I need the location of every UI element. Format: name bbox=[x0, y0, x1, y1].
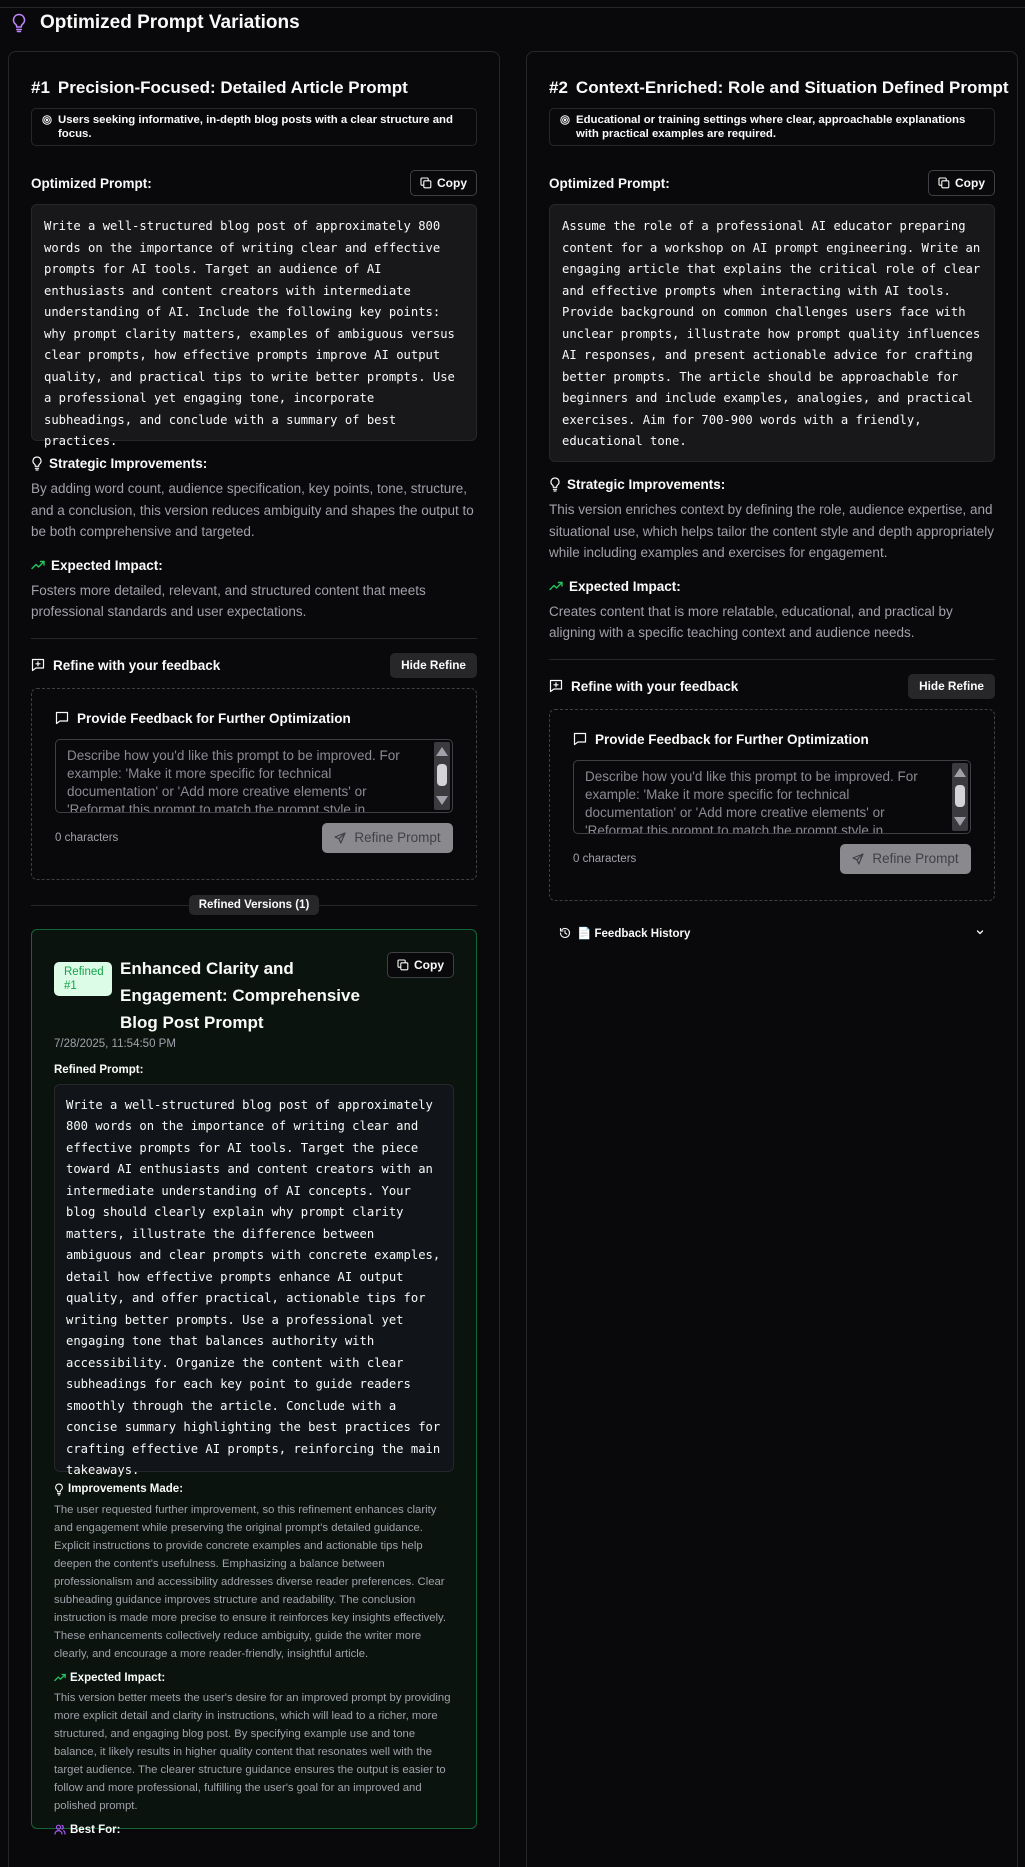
chevron-down-icon[interactable] bbox=[975, 924, 985, 942]
refined-versions-separator bbox=[31, 895, 477, 915]
send-icon bbox=[852, 853, 864, 865]
scroll-thumb[interactable] bbox=[955, 785, 965, 807]
target-icon bbox=[560, 115, 570, 129]
feedback-history-label bbox=[559, 926, 690, 940]
variation-card-2 bbox=[526, 51, 1018, 1867]
variation-title bbox=[549, 77, 1009, 99]
lightbulb-icon bbox=[549, 477, 561, 492]
strategic-improvements-text: This version enriches context by defining the role, audience expertise, and situational use, which helps tailor the content style and depth appropriately while including examples and exercises for engagement. bbox=[549, 502, 995, 560]
target-icon bbox=[42, 115, 52, 129]
feedback-input[interactable] bbox=[574, 761, 970, 833]
refine-prompt-label: Refine Prompt bbox=[354, 830, 441, 845]
character-count: 0 characters bbox=[55, 831, 119, 844]
expected-impact-text: Creates content that is more relatable, educational, and practical by aligning with a specific teaching context and audience needs. bbox=[549, 603, 953, 640]
optimized-prompt-header bbox=[31, 170, 477, 196]
copy-label: Copy bbox=[437, 176, 467, 190]
variation-number: #2 bbox=[549, 78, 568, 97]
copy-button[interactable] bbox=[928, 170, 995, 196]
strategic-improvements-header bbox=[549, 477, 995, 492]
refined-copy-button[interactable] bbox=[387, 952, 454, 978]
message-plus-icon bbox=[31, 658, 45, 672]
page-header bbox=[10, 10, 300, 36]
best-for-label: Best For: bbox=[70, 1823, 121, 1836]
strategic-improvements-label: Strategic Improvements: bbox=[567, 477, 726, 492]
top-divider bbox=[0, 7, 1025, 8]
feedback-footer bbox=[55, 823, 453, 853]
scroll-down-arrow-icon[interactable] bbox=[436, 796, 448, 805]
improvements-made-text: The user requested further improvement, so this refinement enhances clarity and engagement while preserving the original prompt's detailed guidance. Explicit instructions to provide concrete examples and actionable tips help deepen the content's usefulness. Emphasizing a balance between professionalism and accessibility addresses diverse reader preferences. Clear subheading guidance improves structure and readability. The conclusion instruction is made more precise to ensure it reinforces key insights effectively. These enhancements collectively reduce ambiguity, guide the writer more clearly, and encourage a more reader-friendly, insightful article. bbox=[54, 1503, 447, 1660]
variation-title-text: Precision-Focused: Detailed Article Prompt bbox=[57, 78, 408, 97]
expected-impact-label: Expected Impact: bbox=[51, 557, 163, 573]
optimized-prompt-text: Write a well-structured blog post of approximately 800 words on the importance of writing clear and effective prompts for AI tools. Target an audience of AI enthusiasts and content creators with intermediate understanding of AI. Include the following key points: why prompt clarity matters, examples of ambiguous versus clear prompts, how effective prompts improve AI output quality, and practical tips to write better prompts. Use a professional yet engaging tone, incorporate subheadings, and conclude with a summary of best practices. bbox=[31, 204, 477, 441]
optimized-prompt-header bbox=[549, 170, 995, 196]
message-plus-icon bbox=[549, 679, 563, 693]
refine-label-text: Refine with your feedback bbox=[571, 678, 739, 694]
optimized-prompt-text: Assume the role of a professional AI educator preparing content for a workshop on AI prompt engineering. Write an engaging article that explains the critical role of clear and effective prompts when interacting with AI tools. Provide background on common challenges users face with unclear prompts, illustrate how prompt quality influences AI responses, and present actionable advice for crafting better prompts. The article should be approachable for beginners and include examples, analogies, and practical exercises. Aim for 700-900 words with a friendly, educational tone. bbox=[549, 204, 995, 462]
lightbulb-icon bbox=[10, 12, 28, 34]
refine-prompt-button[interactable] bbox=[322, 823, 453, 853]
audience-box bbox=[31, 108, 477, 146]
refined-versions-badge: Refined Versions (1) bbox=[189, 895, 320, 915]
hide-refine-button[interactable]: Hide Refine bbox=[390, 653, 477, 678]
feedback-title-text: Provide Feedback for Further Optimization bbox=[595, 731, 869, 747]
refined-prompt-label: Refined Prompt: bbox=[54, 1063, 144, 1076]
feedback-textarea-wrap bbox=[573, 760, 971, 834]
audience-text: Users seeking informative, in-depth blog posts with a clear structure and focus. bbox=[58, 114, 453, 140]
expected-impact-label: Expected Impact: bbox=[569, 578, 681, 594]
textarea-scrollbar[interactable] bbox=[952, 763, 968, 831]
optimized-prompt-label: Optimized Prompt: bbox=[31, 175, 152, 191]
expected-impact-header bbox=[549, 579, 995, 594]
copy-icon bbox=[420, 177, 432, 189]
scroll-up-arrow-icon[interactable] bbox=[436, 747, 448, 756]
feedback-history-text: 📄 Feedback History bbox=[577, 927, 691, 940]
message-square-icon bbox=[573, 732, 587, 746]
feedback-panel bbox=[31, 688, 477, 880]
message-square-icon bbox=[55, 711, 69, 725]
scroll-up-arrow-icon[interactable] bbox=[954, 768, 966, 777]
strategic-improvements-label: Strategic Improvements: bbox=[49, 456, 208, 471]
copy-label: Copy bbox=[414, 957, 444, 972]
send-icon bbox=[334, 832, 346, 844]
variation-card-1 bbox=[8, 51, 500, 1867]
refined-timestamp: 7/28/2025, 11:54:50 PM bbox=[54, 1037, 176, 1050]
feedback-history-toggle[interactable] bbox=[549, 923, 995, 943]
copy-label: Copy bbox=[955, 176, 985, 190]
improvements-made-label: Improvements Made: bbox=[68, 1483, 184, 1495]
audience-text: Educational or training settings where clear, approachable explanations with practical examples are required. bbox=[576, 114, 966, 140]
refine-row bbox=[549, 674, 995, 699]
copy-icon bbox=[397, 959, 409, 971]
section-divider bbox=[31, 638, 477, 639]
refine-row bbox=[31, 653, 477, 678]
copy-button[interactable] bbox=[410, 170, 477, 196]
variation-title bbox=[31, 77, 477, 99]
refined-impact-label: Expected Impact: bbox=[70, 1671, 166, 1684]
refined-version-card bbox=[31, 929, 477, 1836]
feedback-input[interactable] bbox=[56, 740, 452, 812]
feedback-title bbox=[55, 711, 453, 726]
scroll-thumb[interactable] bbox=[437, 764, 447, 786]
feedback-panel bbox=[549, 709, 995, 901]
refined-impact-header bbox=[54, 1672, 454, 1684]
refine-prompt-button[interactable] bbox=[840, 844, 971, 874]
variation-number: #1 bbox=[31, 78, 50, 97]
feedback-textarea-wrap bbox=[55, 739, 453, 813]
refine-prompt-label: Refine Prompt bbox=[872, 851, 959, 866]
trending-up-icon bbox=[54, 1673, 66, 1682]
best-for-header bbox=[54, 1824, 454, 1836]
refined-title: Enhanced Clarity and Engagement: Comprehensive Blog Post Prompt bbox=[120, 958, 360, 1032]
refined-impact-text: This version better meets the user's desire for an improved prompt by providing more explicit detail and clarity in instructions, which will lead to a richer, more structured, and engaging blog post. By specifying example use and tone balance, it likely results in higher quality content that resonates well with the target audience. The clearer structure guidance ensures the output is easier to follow and more professional, fulfilling the user's goal for an improved and polished prompt. bbox=[54, 1691, 451, 1812]
audience-box bbox=[549, 108, 995, 146]
feedback-title-text: Provide Feedback for Further Optimization bbox=[77, 710, 351, 726]
improvements-made-header bbox=[54, 1483, 454, 1496]
refined-prompt-text: Write a well-structured blog post of approximately 800 words on the importance of writing clear and effective prompts for AI tools. Target the piece toward AI enthusiasts and content creators with an intermediate understanding of AI concepts. Your blog should clearly explain why prompt clarity matters, illustrate the difference between ambiguous and clear prompts with concrete examples, detail how effective prompts enhance AI output quality, and offer practical, actionable tips for writing better prompts. Use a professional yet engaging tone that balances authority with accessibility. Organize the content with clear subheadings for each key point to guide readers smoothly through the article. Conclude with a concise summary highlighting the best practices for crafting effective AI prompts, reinforcing the main takeaways. bbox=[54, 1084, 454, 1472]
strategic-improvements-text: By adding word count, audience specification, key points, tone, structure, and a conclusion, this version reduces ambiguity and shapes the output to be both comprehensive and targeted. bbox=[31, 481, 474, 539]
copy-icon bbox=[938, 177, 950, 189]
section-divider bbox=[549, 659, 995, 660]
variation-title-text: Context-Enriched: Role and Situation Defined Prompt bbox=[575, 78, 1009, 97]
hide-refine-button[interactable]: Hide Refine bbox=[908, 674, 995, 699]
expected-impact-text: Fosters more detailed, relevant, and structured content that meets professional standards and user expectations. bbox=[31, 582, 426, 619]
expected-impact-header bbox=[31, 558, 477, 573]
refine-label-text: Refine with your feedback bbox=[53, 657, 221, 673]
lightbulb-icon bbox=[54, 1483, 64, 1496]
scroll-down-arrow-icon[interactable] bbox=[954, 817, 966, 826]
feedback-footer bbox=[573, 844, 971, 874]
optimized-prompt-label: Optimized Prompt: bbox=[549, 175, 670, 191]
trending-up-icon bbox=[549, 581, 563, 591]
character-count: 0 characters bbox=[573, 852, 637, 865]
page-title: Optimized Prompt Variations bbox=[40, 12, 300, 33]
textarea-scrollbar[interactable] bbox=[434, 742, 450, 810]
lightbulb-icon bbox=[31, 456, 43, 471]
trending-up-icon bbox=[31, 560, 45, 570]
refine-label bbox=[31, 658, 220, 673]
users-icon bbox=[54, 1824, 66, 1835]
refined-badge: Refined #1 bbox=[54, 962, 112, 996]
history-icon bbox=[559, 927, 571, 939]
feedback-title bbox=[573, 732, 971, 747]
refine-label bbox=[549, 679, 738, 694]
strategic-improvements-header bbox=[31, 456, 477, 471]
